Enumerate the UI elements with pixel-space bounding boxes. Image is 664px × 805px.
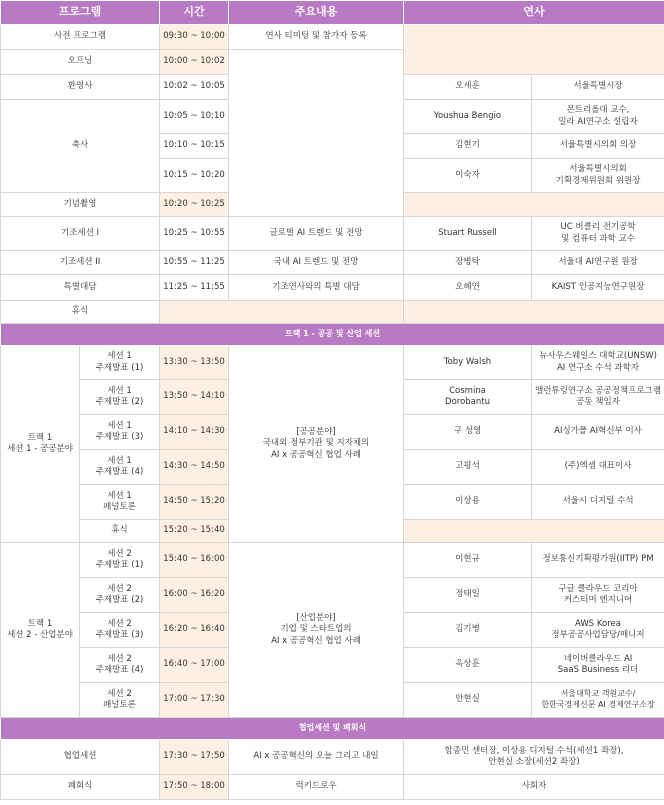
affiliation-cell: 서울시 디지털 수석 (532, 485, 664, 520)
affiliation-cell: AI싱가폴 AI혁신부 이사 (532, 415, 664, 450)
speaker-cell: 오혜연 (404, 275, 532, 301)
speaker-blank-cell (404, 193, 664, 217)
affiliation-cell: KAIST 인공지능연구원장 (532, 275, 664, 301)
speaker-cell: Stuart Russell (404, 217, 532, 251)
affiliation-cell: (주)엑셈 대표이사 (532, 450, 664, 485)
program-cell: 휴식 (1, 301, 160, 324)
time-cell: 17:30 ~ 17:50 (160, 740, 229, 775)
speaker-cell: 이현규 (404, 543, 532, 578)
time-cell: 10:00 ~ 10:02 (160, 50, 229, 75)
program-cell: 특별대담 (1, 275, 160, 301)
table-row (1, 217, 664, 251)
session2-content-cell: [산업분야] 기업 및 스타트업의 AI x 공공혁신 협업 사례 (229, 543, 404, 718)
speaker-cell: Cosmina Dorobantu (404, 380, 532, 415)
sub-program-cell: 세션 1 패널토론 (80, 485, 160, 520)
time-cell: 10:15 ~ 10:20 (160, 159, 229, 193)
sub-program-cell: 휴식 (80, 520, 160, 543)
sub-program-cell: 세션 2 패널토론 (80, 683, 160, 718)
speaker-cell: 옥상훈 (404, 648, 532, 683)
program-cell: 기조세션 I (1, 217, 160, 251)
break-blank-cell (160, 301, 404, 324)
content-cell: 글로벌 AI 트렌드 및 전망 (229, 217, 404, 251)
sub-program-cell: 세션 2 주제발표 (3) (80, 613, 160, 648)
speaker-cell: 고평석 (404, 450, 532, 485)
table-row (1, 740, 664, 775)
speaker-cell: Youshua Bengio (404, 100, 532, 134)
time-cell: 14:10 ~ 14:30 (160, 415, 229, 450)
sub-program-cell: 세션 1 주제발표 (3) (80, 415, 160, 450)
speaker-cell: 정태일 (404, 578, 532, 613)
speaker-blank-cell (404, 25, 664, 75)
time-cell: 11:25 ~ 11:55 (160, 275, 229, 301)
time-cell: 17:00 ~ 17:30 (160, 683, 229, 718)
table-row (1, 543, 664, 578)
table-row (1, 275, 664, 301)
speaker-cell: 김기병 (404, 613, 532, 648)
content-cell: 럭키드로우 (229, 775, 404, 800)
header-row (1, 1, 664, 25)
time-cell: 10:20 ~ 10:25 (160, 193, 229, 217)
affiliation-cell: 네이버클라우드 AI SaaS Business 리더 (532, 648, 664, 683)
sub-program-cell: 세션 1 주제발표 (4) (80, 450, 160, 485)
program-cell: 협업세션 (1, 740, 160, 775)
time-cell: 16:00 ~ 16:20 (160, 578, 229, 613)
table-row (1, 775, 664, 800)
program-cell: 기조세션 II (1, 251, 160, 275)
section-title: 트랙 1 - 공공 및 산업 세션 (1, 324, 664, 346)
affiliation-cell: AWS Korea 정부공공사업담당/매니저 (532, 613, 664, 648)
affiliation-cell: 몬트리올대 교수, 밀라 AI연구소 설립자 (532, 100, 664, 134)
content-cell: 국내 AI 트렌드 및 전망 (229, 251, 404, 275)
speaker-cell: 이상용 (404, 485, 532, 520)
table-row (1, 301, 664, 324)
content-cell: 기조연사와의 특별 대담 (229, 275, 404, 301)
session1-content-cell: [공공분야] 국내외 정부기관 및 지자체의 AI x 공공혁신 협업 사례 (229, 346, 404, 543)
time-cell: 13:30 ~ 13:50 (160, 346, 229, 380)
table-row (1, 251, 664, 275)
content-cell: 연사 티미팅 및 참가자 등록 (229, 25, 404, 50)
program-cell: 기념촬영 (1, 193, 160, 217)
sub-program-cell: 세션 2 주제발표 (4) (80, 648, 160, 683)
program-cell: 사전 프로그램 (1, 25, 160, 50)
speaker-cell: 장병탁 (404, 251, 532, 275)
time-cell: 15:20 ~ 15:40 (160, 520, 229, 543)
sub-program-cell: 세션 2 주제발표 (2) (80, 578, 160, 613)
time-cell: 16:40 ~ 17:00 (160, 648, 229, 683)
break-blank-cell (404, 301, 664, 324)
time-cell: 10:10 ~ 10:15 (160, 134, 229, 159)
header-content: 주요내용 (229, 1, 404, 25)
time-cell: 10:25 ~ 10:55 (160, 217, 229, 251)
affiliation-cell: 뉴사우스웨일스 대학교(UNSW) AI 연구소 수석 과학자 (532, 346, 664, 380)
time-cell: 14:30 ~ 14:50 (160, 450, 229, 485)
speaker-cell: 김현기 (404, 134, 532, 159)
time-cell: 09:30 ~ 10:00 (160, 25, 229, 50)
header-time: 시간 (160, 1, 229, 25)
track-session1-label: 트랙 1 세션 1 - 공공분야 (1, 346, 80, 543)
time-cell: 17:50 ~ 18:00 (160, 775, 229, 800)
speaker-cell: 오세훈 (404, 75, 532, 100)
affiliation-cell: 서울특별시의회 기획경제위원회 위원장 (532, 159, 664, 193)
affiliation-cell: 구글 클라우드 코리아 커스터머 엔지니어 (532, 578, 664, 613)
affiliation-cell: UC 버클리 전기공학 및 컴퓨터 과학 교수 (532, 217, 664, 251)
content-blank-cell (229, 50, 404, 217)
time-cell: 10:05 ~ 10:10 (160, 100, 229, 134)
affiliation-cell: 서울특별시의회 의장 (532, 134, 664, 159)
time-cell: 16:20 ~ 16:40 (160, 613, 229, 648)
affiliation-cell: 앨런튜링연구소 공공정책프로그램 공동 책임자 (532, 380, 664, 415)
speaker-cell: 사회자 (404, 775, 664, 800)
program-cell: 오프닝 (1, 50, 160, 75)
affiliation-cell: 정보통신기획평가원(IITP) PM (532, 543, 664, 578)
table-row (1, 25, 664, 50)
speaker-cell: 함종민 센터장, 이상용 디지털 수석(세션1 좌장), 안현실 소장(세션2 좌장) (404, 740, 664, 775)
content-cell: AI x 공공혁신의 오늘 그리고 내일 (229, 740, 404, 775)
header-speaker: 연사 (404, 1, 664, 25)
section-bar (1, 718, 664, 740)
speaker-cell: 안현실 (404, 683, 532, 718)
time-cell: 13:50 ~ 14:10 (160, 380, 229, 415)
program-cell: 폐회식 (1, 775, 160, 800)
time-cell: 10:55 ~ 11:25 (160, 251, 229, 275)
table-row (1, 346, 664, 380)
speaker-cell: Toby Walsh (404, 346, 532, 380)
time-cell: 10:02 ~ 10:05 (160, 75, 229, 100)
header-program: 프로그램 (1, 1, 160, 25)
time-cell: 15:40 ~ 16:00 (160, 543, 229, 578)
speaker-cell: 이숙자 (404, 159, 532, 193)
speaker-cell: 구 성영 (404, 415, 532, 450)
sub-program-cell: 세션 2 주제발표 (1) (80, 543, 160, 578)
affiliation-cell: 서울특별시장 (532, 75, 664, 100)
affiliation-cell: 서울대학교 객원교수/ 한한국경제신문 AI 경제연구소장 (532, 683, 664, 718)
time-cell: 14:50 ~ 15:20 (160, 485, 229, 520)
program-cell: 환영사 (1, 75, 160, 100)
section-title: 협업세션 및 폐회식 (1, 718, 664, 740)
sub-program-cell: 세션 1 주제발표 (1) (80, 346, 160, 380)
affiliation-cell: 서울대 AI연구원 원장 (532, 251, 664, 275)
break-blank-cell (404, 520, 664, 543)
sub-program-cell: 세션 1 주제발표 (2) (80, 380, 160, 415)
program-cell: 축사 (1, 100, 160, 193)
track-session2-label: 트랙 1 세션 2 - 산업분야 (1, 543, 80, 718)
section-bar (1, 324, 664, 346)
